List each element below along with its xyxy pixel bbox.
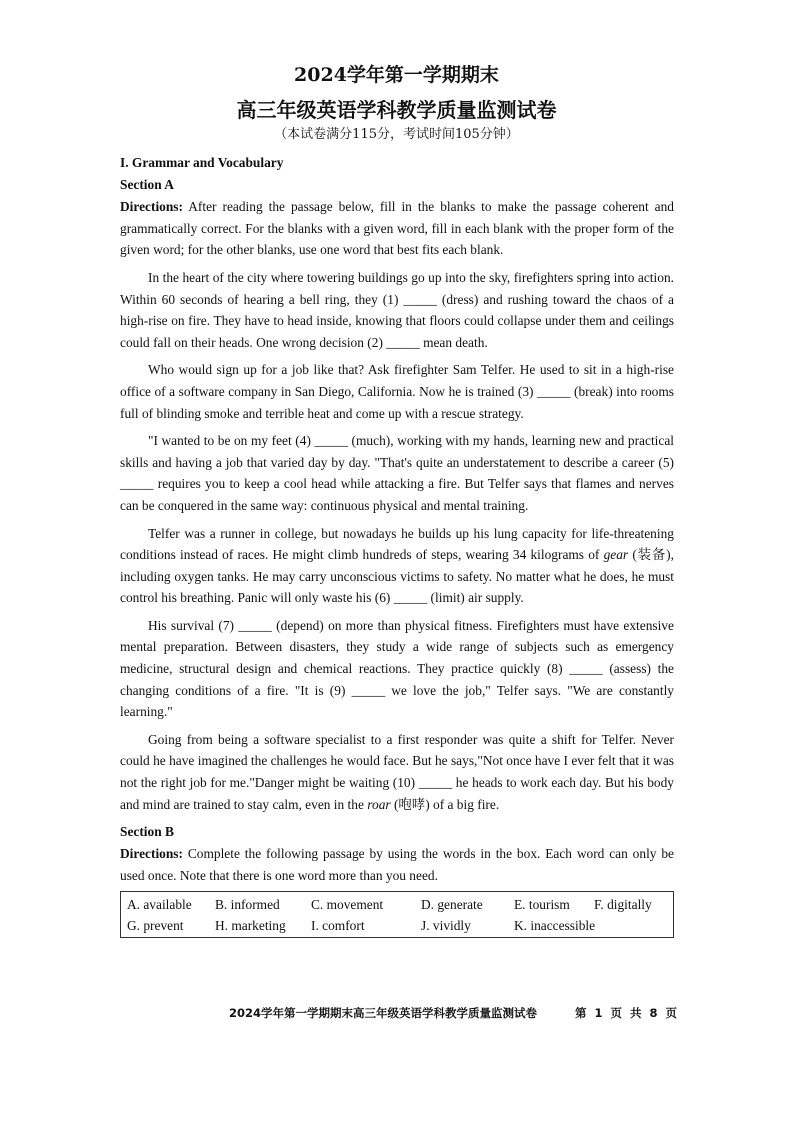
word-option: E. tourism — [514, 896, 570, 912]
word-box-row — [127, 894, 667, 915]
word-option: A. available — [127, 896, 192, 912]
footer-exam-name: 2024学年第一学期期末高三年级英语学科教学质量监测试卷 — [229, 1006, 538, 1020]
passage-paragraph-5: His survival (7) _____ (depend) on more than physical fitness. Firefighters must have extensive mental preparation. Between disasters, they study a wide range of subjects such as emergency medicine, structural design and chemical reactions. They practice quickly (8) _____ (assess) the changing conditions of a fire. "It is (9) _____ we love the job," Telfer says. "We are constantly learning." — [120, 617, 674, 720]
word-option: I. comfort — [311, 917, 365, 933]
directions-label: Directions: — [120, 199, 183, 215]
passage-paragraph-3: "I wanted to be on my feet (4) _____ (much), working with my hands, learning new and practical skills and having a job that varied day by day. "That's quite an understatement to describe a career (5) _____ requires you to keep a cool head while attacking a fire. But Telfer says that flames and nerves can be conquered in the same way: continuous physical and mental training. — [120, 433, 674, 513]
paragraph-text: Telfer was a runner in college, but nowadays he builds up his lung capacity for life-threatening conditions instead of races. He might climb hundreds of steps, wearing 34 kilograms of — [120, 525, 674, 563]
section-b-heading: Section B — [120, 824, 174, 840]
paragraph-text: Going from being a software specialist to a first responder was quite a shift for Telfer. Never could he have imagined the challenges he would face. But he says,"Not once have I ever felt that it was not the right job for me."Danger might be waiting (10) _____ he heads to work each day. But his body and mind are trained to stay calm, even in the — [120, 731, 674, 812]
passage-paragraph-4 — [120, 523, 674, 609]
paragraph-text: (装备), including oxygen tanks. He may carry unconscious victims to safety. No matter what he does, he must control his breathing. Panic will only waste his (6) _____ (limit) air supply. — [120, 547, 674, 606]
word-option: D. generate — [421, 896, 483, 912]
page-footer — [229, 1005, 679, 1021]
word-option: G. prevent — [127, 917, 184, 933]
section-a-directions — [120, 196, 674, 261]
italic-term: gear — [603, 547, 629, 563]
exam-subtitle: （本试卷满分115分，考试时间105分钟） — [274, 127, 519, 142]
exam-content — [120, 152, 674, 938]
exam-title-line1: 2024学年第一学期期末 — [294, 64, 499, 86]
exam-title-line2: 高三年级英语学科教学质量监测试卷 — [236, 98, 557, 122]
section-b-directions — [120, 843, 674, 886]
paragraph-text: (咆哮) of a big fire. — [390, 796, 500, 812]
word-box-row — [127, 915, 667, 936]
part-heading: I. Grammar and Vocabulary — [120, 155, 284, 170]
passage-paragraph-2: Who would sign up for a job like that? Ask firefighter Sam Telfer. He used to sit in a high-rise office of a software company in San Diego, California. Now he is trained (3) _____ (break) into rooms full of blinding smoke and terrible heat and come up with a rescue strategy. — [120, 362, 674, 421]
italic-term: roar — [367, 796, 391, 812]
word-option: F. digitally — [594, 896, 652, 912]
word-option: J. vividly — [421, 917, 471, 933]
passage-paragraph-1: In the heart of the city where towering buildings go up into the sky, firefighters spring into action. Within 60 seconds of hearing a bell ring, they (1) _____ (dress) and rushing toward the chaos of a high-rise on fire. They have to head inside, knowing that floors could collapse under them and ceilings could fall on their heads. One wrong decision (2) _____ mean death. — [120, 269, 674, 350]
directions-text: Complete the following passage by using the words in the box. Each word can only be used once. Note that there is one word more than you need. — [120, 846, 674, 883]
directions-text: After reading the passage below, fill in the blanks to make the passage coherent and grammatically correct. For the blanks with a given word, fill in each blank with the proper form of the given word; for the other blanks, use one word that best fits each blank. — [120, 199, 674, 258]
word-option: C. movement — [311, 896, 384, 912]
passage-paragraph-6 — [120, 729, 674, 815]
word-option: H. marketing — [215, 917, 286, 933]
word-option: B. informed — [215, 896, 280, 912]
directions-label: Directions: — [120, 846, 183, 862]
page-number: 第 1 页 共 8 页 — [575, 1006, 680, 1020]
word-option: K. inaccessible — [514, 917, 596, 933]
section-a-heading: Section A — [120, 177, 174, 193]
word-box — [120, 891, 674, 938]
